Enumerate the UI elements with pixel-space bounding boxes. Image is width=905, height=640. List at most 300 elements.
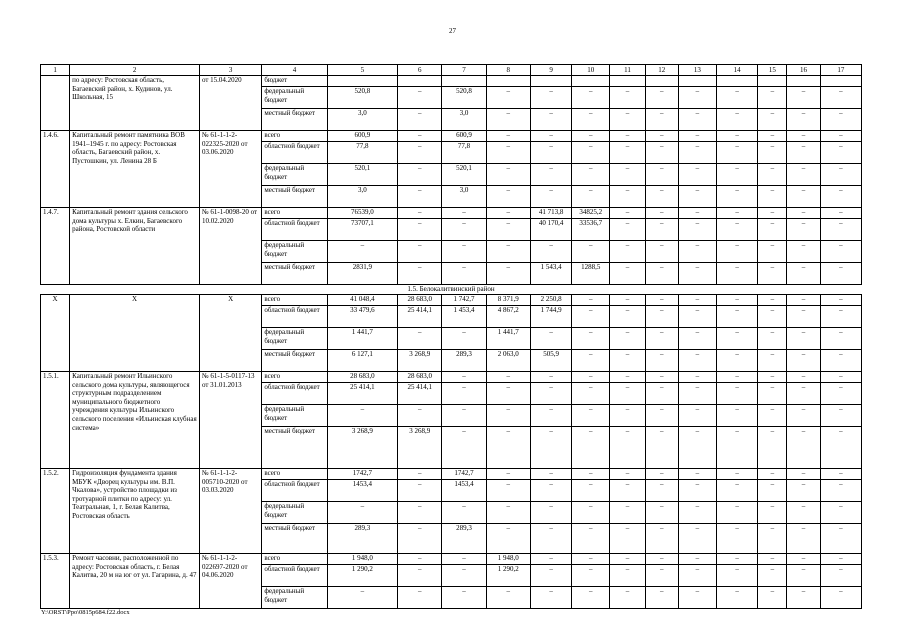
amount-cell: –: [820, 405, 861, 427]
funding-source-cell: местный бюджет: [262, 427, 327, 469]
amount-cell: –: [486, 469, 530, 480]
amount-cell: –: [610, 565, 645, 587]
amount-cell: –: [678, 87, 716, 109]
document-number-cell: № 61-1-0098-20 от 10.02.2020: [199, 208, 261, 285]
amount-cell: –: [610, 208, 645, 219]
amount-cell: –: [717, 306, 758, 328]
amount-cell: –: [572, 372, 610, 383]
amount-cell: –: [530, 328, 571, 350]
amount-cell: 1 290,2: [327, 565, 397, 587]
object-name-cell: Х: [70, 295, 200, 372]
amount-cell: [820, 76, 861, 87]
amount-cell: 1 948,0: [486, 554, 530, 565]
amount-cell: 25 414,1: [398, 383, 442, 405]
column-number-cell: 2: [70, 65, 200, 76]
item-number-cell: 1.4.6.: [41, 131, 70, 208]
object-name-cell: по адресу: Ростовская область, Багаевский район, х. Кудинов, ул. Школьная, 15: [70, 76, 200, 131]
amount-cell: 1 744,9: [530, 306, 571, 328]
amount-cell: –: [486, 383, 530, 405]
amount-cell: –: [645, 372, 678, 383]
amount-cell: 76539,0: [327, 208, 397, 219]
funding-source-cell: областной бюджет: [262, 565, 327, 587]
amount-cell: –: [645, 328, 678, 350]
amount-cell: [572, 76, 610, 87]
amount-cell: 1 742,7: [442, 295, 486, 306]
amount-cell: –: [758, 241, 787, 263]
amount-cell: 2 063,0: [486, 350, 530, 372]
amount-cell: –: [442, 502, 486, 524]
funding-source-cell: всего: [262, 469, 327, 480]
amount-cell: –: [327, 502, 397, 524]
amount-cell: –: [787, 554, 820, 565]
amount-cell: –: [442, 372, 486, 383]
amount-cell: –: [678, 480, 716, 502]
document-number-cell: № 61-1-1-2-022325-2020 от 03.06.2020: [199, 131, 261, 208]
amount-cell: –: [678, 219, 716, 241]
amount-cell: –: [758, 186, 787, 208]
document-number-cell: № 61-1-1-2-022697-2020 от 04.06.2020: [199, 554, 261, 609]
amount-cell: –: [820, 502, 861, 524]
amount-cell: 4 867,2: [486, 306, 530, 328]
amount-cell: –: [442, 565, 486, 587]
amount-cell: –: [645, 109, 678, 131]
column-number-cell: 1: [41, 65, 70, 76]
document-number-cell: Х: [199, 295, 261, 372]
amount-cell: –: [758, 565, 787, 587]
amount-cell: –: [530, 405, 571, 427]
amount-cell: –: [717, 350, 758, 372]
amount-cell: 8 371,9: [486, 295, 530, 306]
amount-cell: –: [530, 241, 571, 263]
amount-cell: –: [645, 405, 678, 427]
amount-cell: –: [610, 469, 645, 480]
object-name-cell: Капитальный ремонт Ильинского сельского дома культуры, являющегося структурным подразделением муниципального бюджетного учреждения культуры Ильинского сельского поселения «Ильинская клубная система»: [70, 372, 200, 469]
amount-cell: 77,8: [442, 142, 486, 164]
column-number-cell: 9: [530, 65, 571, 76]
amount-cell: [327, 76, 397, 87]
amount-cell: –: [572, 186, 610, 208]
amount-cell: –: [572, 502, 610, 524]
funding-source-cell: всего: [262, 372, 327, 383]
amount-cell: –: [787, 587, 820, 609]
amount-cell: –: [678, 306, 716, 328]
amount-cell: –: [758, 587, 787, 609]
amount-cell: –: [486, 164, 530, 186]
amount-cell: –: [678, 372, 716, 383]
amount-cell: –: [758, 208, 787, 219]
amount-cell: –: [530, 383, 571, 405]
amount-cell: –: [486, 263, 530, 285]
table-row: [41, 131, 862, 142]
amount-cell: –: [645, 263, 678, 285]
amount-cell: 33 479,6: [327, 306, 397, 328]
amount-cell: 28 683,0: [398, 372, 442, 383]
amount-cell: –: [645, 306, 678, 328]
amount-cell: –: [820, 164, 861, 186]
amount-cell: –: [572, 328, 610, 350]
amount-cell: –: [717, 87, 758, 109]
amount-cell: –: [442, 208, 486, 219]
table-row: [41, 554, 862, 565]
amount-cell: –: [530, 554, 571, 565]
funding-source-cell: федеральный бюджет: [262, 87, 327, 109]
funding-source-cell: областной бюджет: [262, 142, 327, 164]
amount-cell: 1 441,7: [327, 328, 397, 350]
funding-source-cell: федеральный бюджет: [262, 587, 327, 609]
amount-cell: –: [717, 263, 758, 285]
object-name-cell: Капитальный ремонт здания сельского дома культуры х. Елкин, Багаевского района, Ростовской области: [70, 208, 200, 285]
amount-cell: –: [758, 502, 787, 524]
amount-cell: –: [787, 427, 820, 469]
amount-cell: –: [572, 554, 610, 565]
amount-cell: –: [820, 469, 861, 480]
amount-cell: –: [486, 587, 530, 609]
amount-cell: 520,8: [442, 87, 486, 109]
table-row: [41, 295, 862, 306]
amount-cell: 289,3: [327, 524, 397, 554]
amount-cell: –: [787, 208, 820, 219]
amount-cell: –: [610, 502, 645, 524]
amount-cell: –: [820, 131, 861, 142]
amount-cell: –: [486, 186, 530, 208]
amount-cell: –: [398, 87, 442, 109]
amount-cell: –: [758, 164, 787, 186]
amount-cell: –: [610, 131, 645, 142]
amount-cell: 3,0: [327, 186, 397, 208]
amount-cell: –: [610, 372, 645, 383]
amount-cell: 1453,4: [327, 480, 397, 502]
amount-cell: –: [787, 350, 820, 372]
amount-cell: –: [398, 524, 442, 554]
amount-cell: –: [820, 427, 861, 469]
amount-cell: –: [398, 208, 442, 219]
amount-cell: –: [758, 295, 787, 306]
amount-cell: –: [717, 328, 758, 350]
amount-cell: –: [572, 469, 610, 480]
amount-cell: –: [678, 131, 716, 142]
amount-cell: –: [572, 241, 610, 263]
amount-cell: –: [486, 502, 530, 524]
amount-cell: –: [678, 328, 716, 350]
amount-cell: –: [530, 164, 571, 186]
amount-cell: –: [678, 554, 716, 565]
amount-cell: –: [572, 524, 610, 554]
amount-cell: –: [758, 142, 787, 164]
amount-cell: –: [645, 480, 678, 502]
amount-cell: –: [398, 565, 442, 587]
amount-cell: –: [610, 554, 645, 565]
amount-cell: –: [717, 480, 758, 502]
amount-cell: –: [678, 186, 716, 208]
amount-cell: –: [530, 524, 571, 554]
amount-cell: –: [717, 219, 758, 241]
amount-cell: –: [530, 565, 571, 587]
amount-cell: –: [787, 524, 820, 554]
amount-cell: –: [758, 263, 787, 285]
amount-cell: –: [442, 587, 486, 609]
amount-cell: –: [787, 306, 820, 328]
column-number-cell: 12: [645, 65, 678, 76]
funding-source-cell: бюджет: [262, 76, 327, 87]
amount-cell: –: [678, 502, 716, 524]
amount-cell: 3,0: [327, 109, 397, 131]
amount-cell: 289,3: [442, 524, 486, 554]
amount-cell: –: [758, 109, 787, 131]
amount-cell: –: [787, 565, 820, 587]
funding-source-cell: всего: [262, 131, 327, 142]
funding-source-cell: местный бюджет: [262, 524, 327, 554]
column-number-cell: 3: [199, 65, 261, 76]
amount-cell: –: [398, 241, 442, 263]
amount-cell: –: [610, 186, 645, 208]
amount-cell: –: [645, 186, 678, 208]
amount-cell: –: [572, 109, 610, 131]
amount-cell: [758, 76, 787, 87]
amount-cell: 1 453,4: [442, 306, 486, 328]
amount-cell: –: [486, 109, 530, 131]
amount-cell: [717, 76, 758, 87]
column-number-cell: 10: [572, 65, 610, 76]
amount-cell: –: [645, 295, 678, 306]
amount-cell: –: [678, 524, 716, 554]
amount-cell: 2 250,8: [530, 295, 571, 306]
amount-cell: 3 268,9: [398, 427, 442, 469]
amount-cell: –: [678, 263, 716, 285]
amount-cell: –: [572, 427, 610, 469]
section-row: [41, 285, 862, 295]
amount-cell: –: [610, 109, 645, 131]
amount-cell: –: [758, 350, 787, 372]
amount-cell: –: [758, 554, 787, 565]
amount-cell: –: [820, 328, 861, 350]
amount-cell: –: [572, 295, 610, 306]
amount-cell: –: [442, 328, 486, 350]
amount-cell: 40 170,4: [530, 219, 571, 241]
amount-cell: –: [787, 405, 820, 427]
amount-cell: –: [787, 328, 820, 350]
table-row: [41, 372, 862, 383]
amount-cell: 34825,2: [572, 208, 610, 219]
amount-cell: –: [678, 587, 716, 609]
amount-cell: –: [717, 524, 758, 554]
object-name-cell: Гидроизоляция фундамента здания МБУК «Дворец культуры им. В.П. Чкалова», устройство площадки из тротуарной плитки по адресу: ул. Театральная, 1, г. Белая Калитва, Ростовская область: [70, 469, 200, 554]
column-number-cell: 13: [678, 65, 716, 76]
amount-cell: –: [398, 469, 442, 480]
amount-cell: –: [530, 87, 571, 109]
column-number-cell: 6: [398, 65, 442, 76]
amount-cell: –: [717, 554, 758, 565]
amount-cell: –: [758, 524, 787, 554]
amount-cell: –: [758, 469, 787, 480]
amount-cell: –: [645, 241, 678, 263]
funding-source-cell: всего: [262, 295, 327, 306]
amount-cell: –: [486, 131, 530, 142]
amount-cell: –: [820, 142, 861, 164]
funding-source-cell: всего: [262, 554, 327, 565]
funding-source-cell: областной бюджет: [262, 219, 327, 241]
amount-cell: 3 268,9: [327, 427, 397, 469]
object-name-cell: Ремонт часовни, расположенной по адресу: Ростовская область, г. Белая Калитва, 20 м на юг от ул. Гагарина, д. 47: [70, 554, 200, 609]
amount-cell: –: [610, 383, 645, 405]
amount-cell: –: [820, 372, 861, 383]
amount-cell: [610, 76, 645, 87]
amount-cell: –: [787, 87, 820, 109]
amount-cell: 1742,7: [327, 469, 397, 480]
column-number-row: [41, 65, 862, 76]
amount-cell: –: [610, 306, 645, 328]
amount-cell: –: [572, 480, 610, 502]
amount-cell: –: [610, 524, 645, 554]
amount-cell: –: [678, 241, 716, 263]
amount-cell: 25 414,1: [327, 383, 397, 405]
amount-cell: –: [398, 405, 442, 427]
amount-cell: –: [572, 383, 610, 405]
amount-cell: –: [530, 587, 571, 609]
amount-cell: –: [645, 524, 678, 554]
column-number-cell: 7: [442, 65, 486, 76]
amount-cell: –: [678, 208, 716, 219]
amount-cell: –: [398, 480, 442, 502]
amount-cell: 3,0: [442, 109, 486, 131]
amount-cell: [678, 76, 716, 87]
amount-cell: –: [820, 306, 861, 328]
amount-cell: –: [758, 328, 787, 350]
amount-cell: –: [717, 587, 758, 609]
amount-cell: –: [610, 241, 645, 263]
amount-cell: 1 441,7: [486, 328, 530, 350]
amount-cell: 73707,1: [327, 219, 397, 241]
amount-cell: –: [610, 405, 645, 427]
amount-cell: –: [610, 142, 645, 164]
amount-cell: –: [820, 350, 861, 372]
amount-cell: –: [486, 241, 530, 263]
amount-cell: –: [486, 480, 530, 502]
amount-cell: –: [717, 241, 758, 263]
amount-cell: –: [678, 427, 716, 469]
amount-cell: –: [645, 427, 678, 469]
amount-cell: –: [398, 131, 442, 142]
amount-cell: 600,9: [442, 131, 486, 142]
amount-cell: –: [678, 164, 716, 186]
amount-cell: [645, 76, 678, 87]
amount-cell: –: [645, 219, 678, 241]
amount-cell: –: [398, 554, 442, 565]
amount-cell: –: [758, 405, 787, 427]
amount-cell: –: [610, 164, 645, 186]
amount-cell: –: [758, 306, 787, 328]
amount-cell: –: [398, 109, 442, 131]
funding-source-cell: федеральный бюджет: [262, 241, 327, 263]
document-number-cell: от 15.04.2020: [199, 76, 261, 131]
amount-cell: –: [610, 263, 645, 285]
column-number-cell: 14: [717, 65, 758, 76]
amount-cell: –: [717, 109, 758, 131]
amount-cell: –: [820, 383, 861, 405]
amount-cell: [530, 76, 571, 87]
amount-cell: –: [442, 405, 486, 427]
amount-cell: –: [486, 524, 530, 554]
amount-cell: –: [610, 480, 645, 502]
amount-cell: –: [758, 87, 787, 109]
amount-cell: –: [572, 587, 610, 609]
funding-source-cell: местный бюджет: [262, 263, 327, 285]
amount-cell: –: [717, 295, 758, 306]
amount-cell: –: [787, 502, 820, 524]
page-number: 27: [449, 27, 456, 35]
amount-cell: 1 543,4: [530, 263, 571, 285]
amount-cell: –: [717, 565, 758, 587]
amount-cell: –: [820, 109, 861, 131]
amount-cell: 41 713,8: [530, 208, 571, 219]
amount-cell: –: [787, 241, 820, 263]
amount-cell: 77,8: [327, 142, 397, 164]
amount-cell: –: [678, 383, 716, 405]
amount-cell: –: [820, 295, 861, 306]
amount-cell: –: [442, 554, 486, 565]
amount-cell: –: [398, 164, 442, 186]
amount-cell: –: [758, 372, 787, 383]
funding-source-cell: местный бюджет: [262, 350, 327, 372]
funding-source-cell: местный бюджет: [262, 186, 327, 208]
amount-cell: –: [645, 208, 678, 219]
funding-source-cell: федеральный бюджет: [262, 328, 327, 350]
amount-cell: 25 414,1: [398, 306, 442, 328]
amount-cell: 28 683,0: [327, 372, 397, 383]
amount-cell: [398, 76, 442, 87]
amount-cell: –: [645, 502, 678, 524]
amount-cell: –: [717, 469, 758, 480]
table-row: [41, 208, 862, 219]
amount-cell: –: [645, 587, 678, 609]
amount-cell: 600,9: [327, 131, 397, 142]
amount-cell: –: [530, 186, 571, 208]
item-number-cell: 1.4.7.: [41, 208, 70, 285]
funding-source-cell: областной бюджет: [262, 306, 327, 328]
amount-cell: 41 048,4: [327, 295, 397, 306]
amount-cell: –: [645, 350, 678, 372]
budget-table: [40, 64, 862, 609]
amount-cell: –: [717, 142, 758, 164]
amount-cell: –: [820, 186, 861, 208]
amount-cell: –: [486, 142, 530, 164]
amount-cell: –: [820, 565, 861, 587]
amount-cell: [486, 76, 530, 87]
column-number-cell: 5: [327, 65, 397, 76]
amount-cell: –: [398, 263, 442, 285]
amount-cell: –: [486, 372, 530, 383]
table-row: [41, 469, 862, 480]
amount-cell: –: [572, 306, 610, 328]
amount-cell: 3,0: [442, 186, 486, 208]
funding-source-cell: федеральный бюджет: [262, 164, 327, 186]
amount-cell: –: [758, 480, 787, 502]
amount-cell: –: [398, 587, 442, 609]
amount-cell: –: [486, 405, 530, 427]
amount-cell: –: [572, 131, 610, 142]
amount-cell: –: [398, 142, 442, 164]
funding-source-cell: федеральный бюджет: [262, 405, 327, 427]
amount-cell: –: [820, 554, 861, 565]
amount-cell: –: [717, 427, 758, 469]
table-row: [41, 76, 862, 87]
amount-cell: –: [645, 554, 678, 565]
amount-cell: –: [645, 87, 678, 109]
amount-cell: –: [530, 480, 571, 502]
amount-cell: –: [442, 263, 486, 285]
amount-cell: –: [787, 186, 820, 208]
amount-cell: –: [327, 241, 397, 263]
amount-cell: –: [820, 263, 861, 285]
